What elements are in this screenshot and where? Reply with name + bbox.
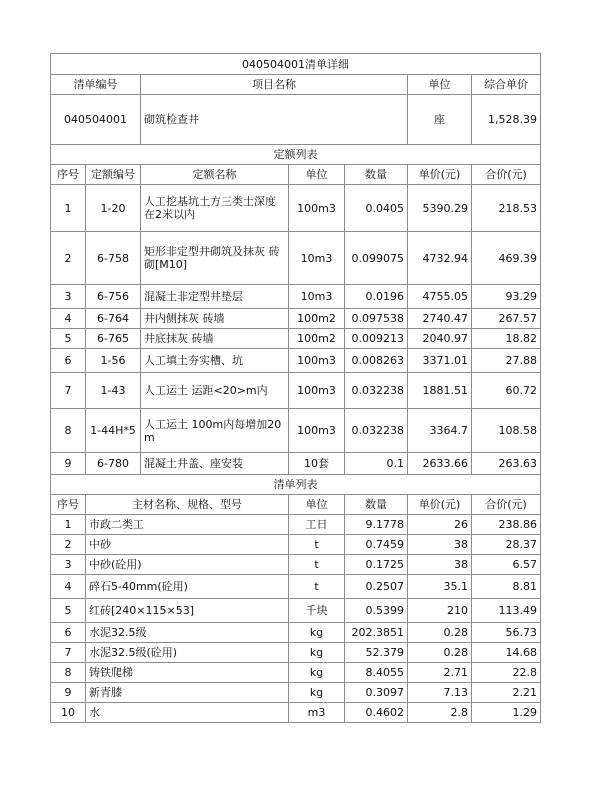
quota-row-code: 1-20 <box>86 185 141 232</box>
material-row <box>51 623 541 643</box>
quota-row-price: 3371.01 <box>408 349 472 373</box>
quota-row-qty: 0.0405 <box>345 185 408 232</box>
quota-row-code: 6-758 <box>86 232 141 285</box>
summary-name: 砌筑检查井 <box>141 95 408 145</box>
material-row-name: 水 <box>86 703 289 723</box>
material-row <box>51 515 541 535</box>
material-row <box>51 683 541 703</box>
material-row <box>51 575 541 599</box>
material-row-qty: 52.379 <box>345 643 408 663</box>
quota-row-name: 人工挖基坑土方三类土深度在2米以内 <box>141 185 289 232</box>
material-row-total: 28.37 <box>472 535 541 555</box>
material-row-unit: kg <box>289 623 345 643</box>
quota-row-name: 人工填土夯实槽、坑 <box>141 349 289 373</box>
material-row-price: 2.8 <box>408 703 472 723</box>
quota-row-code: 6-764 <box>86 309 141 329</box>
material-row-price: 0.28 <box>408 643 472 663</box>
quota-row-qty: 0.008263 <box>345 349 408 373</box>
material-row-no: 8 <box>51 663 86 683</box>
quota-row <box>51 329 541 349</box>
material-row-total: 238.86 <box>472 515 541 535</box>
materials-header-total: 合价(元) <box>472 495 541 515</box>
quota-row <box>51 349 541 373</box>
material-row-qty: 8.4055 <box>345 663 408 683</box>
quota-header-unit: 单位 <box>289 165 345 185</box>
material-row-no: 6 <box>51 623 86 643</box>
material-row-price: 38 <box>408 555 472 575</box>
quota-row <box>51 309 541 329</box>
quota-header-qty: 数量 <box>345 165 408 185</box>
quota-row-no: 6 <box>51 349 86 373</box>
material-row-name: 中砂(砼用) <box>86 555 289 575</box>
quota-row-total: 469.39 <box>472 232 541 285</box>
quota-row <box>51 285 541 309</box>
quota-row <box>51 185 541 232</box>
quota-row <box>51 453 541 475</box>
material-row-unit: kg <box>289 663 345 683</box>
quota-section-row <box>51 145 541 165</box>
quota-row-no: 8 <box>51 409 86 453</box>
summary-unit: 座 <box>408 95 472 145</box>
quota-row-no: 9 <box>51 453 86 475</box>
material-row-no: 3 <box>51 555 86 575</box>
quota-header-code: 定额编号 <box>86 165 141 185</box>
quota-row <box>51 409 541 453</box>
material-row-name: 市政二类工 <box>86 515 289 535</box>
material-row-unit: kg <box>289 683 345 703</box>
material-row-qty: 202.3851 <box>345 623 408 643</box>
quota-row-name: 人工运土 100m内每增加20m <box>141 409 289 453</box>
quota-row-unit: 100m3 <box>289 185 345 232</box>
quota-row-unit: 10套 <box>289 453 345 475</box>
material-row-total: 1.29 <box>472 703 541 723</box>
quota-row-name: 井底抹灰 砖墙 <box>141 329 289 349</box>
quota-row-qty: 0.032238 <box>345 373 408 409</box>
quota-row-qty: 0.099075 <box>345 232 408 285</box>
material-row <box>51 663 541 683</box>
summary-price: 1,528.39 <box>472 95 541 145</box>
quota-row-qty: 0.097538 <box>345 309 408 329</box>
summary-header-unit: 单位 <box>408 75 472 95</box>
quota-header-total: 合价(元) <box>472 165 541 185</box>
material-row-no: 1 <box>51 515 86 535</box>
material-row-unit: kg <box>289 643 345 663</box>
material-row-name: 水泥32.5级 <box>86 623 289 643</box>
summary-code: 040504001 <box>51 95 141 145</box>
material-row-price: 0.28 <box>408 623 472 643</box>
quota-row-qty: 0.032238 <box>345 409 408 453</box>
materials-header-qty: 数量 <box>345 495 408 515</box>
quota-section-title: 定额列表 <box>51 145 541 165</box>
material-row-name: 红砖[240×115×53] <box>86 599 289 623</box>
material-row-total: 14.68 <box>472 643 541 663</box>
material-row-qty: 0.1725 <box>345 555 408 575</box>
quota-row-price: 5390.29 <box>408 185 472 232</box>
material-row-price: 26 <box>408 515 472 535</box>
material-row-no: 5 <box>51 599 86 623</box>
material-row-unit: t <box>289 575 345 599</box>
summary-header-price: 综合单价 <box>472 75 541 95</box>
material-row-no: 9 <box>51 683 86 703</box>
quota-row-name: 混凝土井盖、座安装 <box>141 453 289 475</box>
material-row <box>51 703 541 723</box>
material-row-unit: t <box>289 535 345 555</box>
material-row-qty: 9.1778 <box>345 515 408 535</box>
material-row-unit: m3 <box>289 703 345 723</box>
material-row-total: 2.21 <box>472 683 541 703</box>
materials-header-row <box>51 495 541 515</box>
quota-row-code: 6-765 <box>86 329 141 349</box>
quota-row-no: 5 <box>51 329 86 349</box>
material-row-unit: t <box>289 555 345 575</box>
quota-row-code: 6-756 <box>86 285 141 309</box>
summary-header-code: 清单编号 <box>51 75 141 95</box>
material-row-price: 2.71 <box>408 663 472 683</box>
quota-header-no: 序号 <box>51 165 86 185</box>
quota-row-unit: 100m3 <box>289 373 345 409</box>
material-row <box>51 535 541 555</box>
quota-row-code: 1-44H*5 <box>86 409 141 453</box>
materials-header-no: 序号 <box>51 495 86 515</box>
material-row-qty: 0.2507 <box>345 575 408 599</box>
material-row-price: 38 <box>408 535 472 555</box>
materials-section-title: 清单列表 <box>51 475 541 495</box>
material-row-name: 新青膝 <box>86 683 289 703</box>
material-row-no: 2 <box>51 535 86 555</box>
materials-header-name: 主材名称、规格、型号 <box>86 495 289 515</box>
quota-row-name: 矩形非定型井砌筑及抹灰 砖砌[M10] <box>141 232 289 285</box>
material-row-total: 56.73 <box>472 623 541 643</box>
quota-row-total: 108.58 <box>472 409 541 453</box>
material-row-no: 7 <box>51 643 86 663</box>
material-row-qty: 0.7459 <box>345 535 408 555</box>
quota-row-price: 2740.47 <box>408 309 472 329</box>
summary-header-row <box>51 75 541 95</box>
materials-header-price: 单价(元) <box>408 495 472 515</box>
quota-row-price: 1881.51 <box>408 373 472 409</box>
quota-row-total: 60.72 <box>472 373 541 409</box>
material-row-no: 10 <box>51 703 86 723</box>
quota-row-name: 井内侧抹灰 砖墙 <box>141 309 289 329</box>
material-row-total: 8.81 <box>472 575 541 599</box>
material-row-unit: 千块 <box>289 599 345 623</box>
material-row-no: 4 <box>51 575 86 599</box>
quota-row-price: 4755.05 <box>408 285 472 309</box>
quota-header-price: 单价(元) <box>408 165 472 185</box>
quota-row-no: 7 <box>51 373 86 409</box>
quota-row-qty: 0.0196 <box>345 285 408 309</box>
materials-header-unit: 单位 <box>289 495 345 515</box>
materials-section-row <box>51 475 541 495</box>
quota-row-unit: 100m2 <box>289 329 345 349</box>
detail-table <box>50 53 541 723</box>
quota-header-name: 定额名称 <box>141 165 289 185</box>
quota-row-total: 263.63 <box>472 453 541 475</box>
quota-row-total: 218.53 <box>472 185 541 232</box>
material-row-total: 22.8 <box>472 663 541 683</box>
quota-row-unit: 10m3 <box>289 232 345 285</box>
quota-row-total: 267.57 <box>472 309 541 329</box>
quota-row-no: 4 <box>51 309 86 329</box>
quota-row <box>51 232 541 285</box>
quota-row-code: 1-43 <box>86 373 141 409</box>
material-row <box>51 643 541 663</box>
material-row-unit: 工日 <box>289 515 345 535</box>
material-row <box>51 599 541 623</box>
quota-row-price: 4732.94 <box>408 232 472 285</box>
quota-row <box>51 373 541 409</box>
quota-row-code: 6-780 <box>86 453 141 475</box>
summary-header-name: 项目名称 <box>141 75 408 95</box>
material-row <box>51 555 541 575</box>
material-row-total: 113.49 <box>472 599 541 623</box>
material-row-price: 35.1 <box>408 575 472 599</box>
quota-row-price: 3364.7 <box>408 409 472 453</box>
material-row-name: 中砂 <box>86 535 289 555</box>
material-row-name: 铸铁爬梯 <box>86 663 289 683</box>
quota-row-code: 1-56 <box>86 349 141 373</box>
quota-row-no: 2 <box>51 232 86 285</box>
material-row-price: 7.13 <box>408 683 472 703</box>
material-row-name: 水泥32.5级(砼用) <box>86 643 289 663</box>
detail-sheet <box>50 53 540 723</box>
quota-row-price: 2633.66 <box>408 453 472 475</box>
material-row-total: 6.57 <box>472 555 541 575</box>
quota-row-qty: 0.1 <box>345 453 408 475</box>
quota-row-price: 2040.97 <box>408 329 472 349</box>
sheet-title: 040504001清单详细 <box>51 54 541 75</box>
quota-row-name: 混凝土非定型井垫层 <box>141 285 289 309</box>
quota-row-name: 人工运土 运距<20>m内 <box>141 373 289 409</box>
quota-row-no: 1 <box>51 185 86 232</box>
material-row-price: 210 <box>408 599 472 623</box>
quota-row-unit: 100m2 <box>289 309 345 329</box>
material-row-qty: 0.5399 <box>345 599 408 623</box>
quota-row-qty: 0.009213 <box>345 329 408 349</box>
quota-row-total: 18.82 <box>472 329 541 349</box>
quota-row-no: 3 <box>51 285 86 309</box>
material-row-qty: 0.4602 <box>345 703 408 723</box>
quota-row-unit: 100m3 <box>289 409 345 453</box>
material-row-name: 碎石5-40mm(砼用) <box>86 575 289 599</box>
quota-header-row <box>51 165 541 185</box>
quota-row-unit: 100m3 <box>289 349 345 373</box>
quota-row-total: 93.29 <box>472 285 541 309</box>
material-row-qty: 0.3097 <box>345 683 408 703</box>
summary-row <box>51 95 541 145</box>
quota-row-total: 27.88 <box>472 349 541 373</box>
quota-row-unit: 10m3 <box>289 285 345 309</box>
title-row <box>51 54 541 75</box>
